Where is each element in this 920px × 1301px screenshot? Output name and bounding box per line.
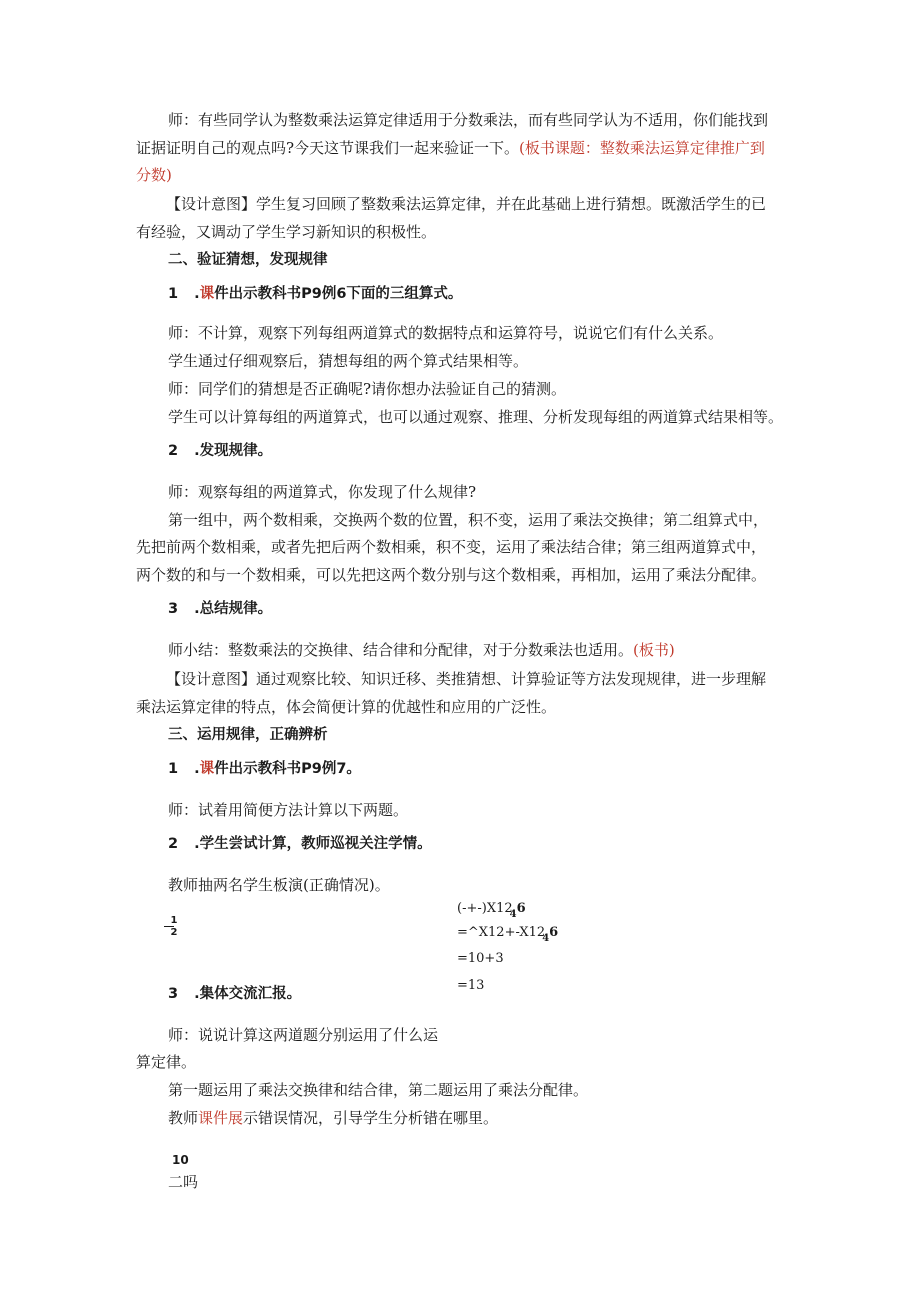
step-text: .发现规律。 (194, 443, 273, 459)
calc-subscript: 4 (542, 933, 550, 944)
text-span: 师小结：整数乘法的交换律、结合律和分配律，对于分数乘法也适用。 (168, 641, 634, 659)
step-text: .学生尝试计算，教师巡视关注学情。 (194, 836, 432, 852)
section-heading: 三、运用规律，正确辨析 (168, 727, 328, 743)
text-line: 师：观察每组的两道算式，你发现了什么规律? (168, 483, 477, 501)
board-note: (板书) (633, 641, 675, 659)
text-line: 师：有些同学认为整数乘法运算定律适用于分数乘法，而有些同学认为不适用，你们能找到 (168, 111, 769, 129)
text-line: 学生通过仔细观察后，猜想每组的两个算式结果相等。 (168, 352, 529, 370)
calc-text: =^X12+-X12 (457, 925, 546, 940)
section-heading: 二、验证猜想，发现规律 (168, 252, 328, 268)
text-line: 第一组中，两个数相乘，交换两个数的位置，积不变，运用了乘法交换律；第二组算式中， (168, 511, 769, 529)
calc-text: (-+-)X12 (457, 901, 513, 916)
calc-line: =10+3 (457, 951, 504, 966)
text-line: 有经验，又调动了学生学习新知识的积极性。 (136, 223, 437, 241)
text-span: 示错误情况，引导学生分析错在哪里。 (243, 1109, 499, 1127)
step-heading (168, 441, 272, 461)
text-span: 教师 (168, 1109, 199, 1127)
text-line: 师：不计算，观察下列每组两道算式的数据特点和运算符号，说说它们有什么关系。 (168, 324, 724, 342)
step-number: 3 (168, 986, 179, 1002)
step-heading (168, 284, 462, 304)
text-line: 师：说说计算这两道题分别运用了什么运 (168, 1026, 439, 1044)
step-heading (168, 984, 301, 1004)
calc-text: 6 (549, 925, 559, 940)
step-heading (168, 759, 361, 779)
board-note: (板书课题：整数乘法运算定律推广到 (519, 139, 765, 157)
step-heading (168, 834, 432, 854)
step-number: 1 (168, 286, 179, 302)
text-line: 【设计意图】通过观察比较、知识迁移、类推猜想、计算验证等方法发现规律，进一步理解 (166, 670, 767, 688)
step-number: 2 (168, 836, 179, 852)
calc-subscript: 4 (509, 909, 517, 920)
text-line: 乘法运算定律的特点，体会简便计算的优越性和应用的广泛性。 (136, 698, 557, 716)
fraction-denominator: 2 (170, 927, 178, 938)
step-text: 件出示教科书P9例6下面的三组算式。 (214, 286, 463, 302)
fraction (166, 915, 182, 938)
text-line: 学生可以计算每组的两道算式，也可以通过观察、推理、分析发现每组的两道算式结果相等。 (168, 408, 784, 426)
text-span: 证据证明自己的观点吗?今天这节课我们一起来验证一下。 (136, 139, 520, 157)
step-dot: . (194, 761, 200, 777)
footer-text: 二吗 (168, 1173, 199, 1191)
calc-line: =13 (457, 978, 485, 993)
calc-text: 6 (516, 901, 526, 916)
text-line: 师：试着用简便方法计算以下两题。 (168, 801, 409, 819)
courseware-highlight: 课 (199, 761, 215, 777)
text-line: 师：同学们的猜想是否正确呢?请你想办法验证自己的猜测。 (168, 380, 567, 398)
courseware-highlight: 课件展 (198, 1109, 244, 1127)
step-text: .集体交流汇报。 (194, 986, 302, 1002)
text-line: 算定律。 (136, 1053, 197, 1071)
step-text: .总结规律。 (194, 601, 273, 617)
calc-line (457, 923, 558, 944)
step-dot: . (194, 286, 200, 302)
teacher-summary (168, 640, 675, 660)
step-number: 2 (168, 443, 179, 459)
text-line (136, 138, 765, 158)
board-note: 分数) (136, 166, 172, 184)
text-line: 第一题运用了乘法交换律和结合律，第二题运用了乘法分配律。 (168, 1081, 589, 1099)
text-line: 【设计意图】学生复习回顾了整数乘法运算定律，并在此基础上进行猜想。既激活学生的已 (166, 195, 767, 213)
courseware-highlight: 课 (199, 286, 215, 302)
text-line: 先把前两个数相乘，或者先把后两个数相乘，积不变，运用了乘法结合律；第三组两道算式中， (136, 538, 767, 556)
page-number: 10 (172, 1153, 189, 1167)
step-number: 1 (168, 761, 179, 777)
fraction-numerator: 1 (170, 915, 178, 926)
text-line: 两个数的和与一个数相乘，可以先把这两个数分别与这个数相乘，再相加，运用了乘法分配律。 (136, 566, 767, 584)
step-text: 件出示教科书P9例7。 (214, 761, 361, 777)
calc-line (457, 899, 526, 920)
text-line: 教师抽两名学生板演(正确情况)。 (168, 876, 390, 894)
text-line (168, 1108, 498, 1128)
step-number: 3 (168, 601, 179, 617)
step-heading (168, 599, 272, 619)
